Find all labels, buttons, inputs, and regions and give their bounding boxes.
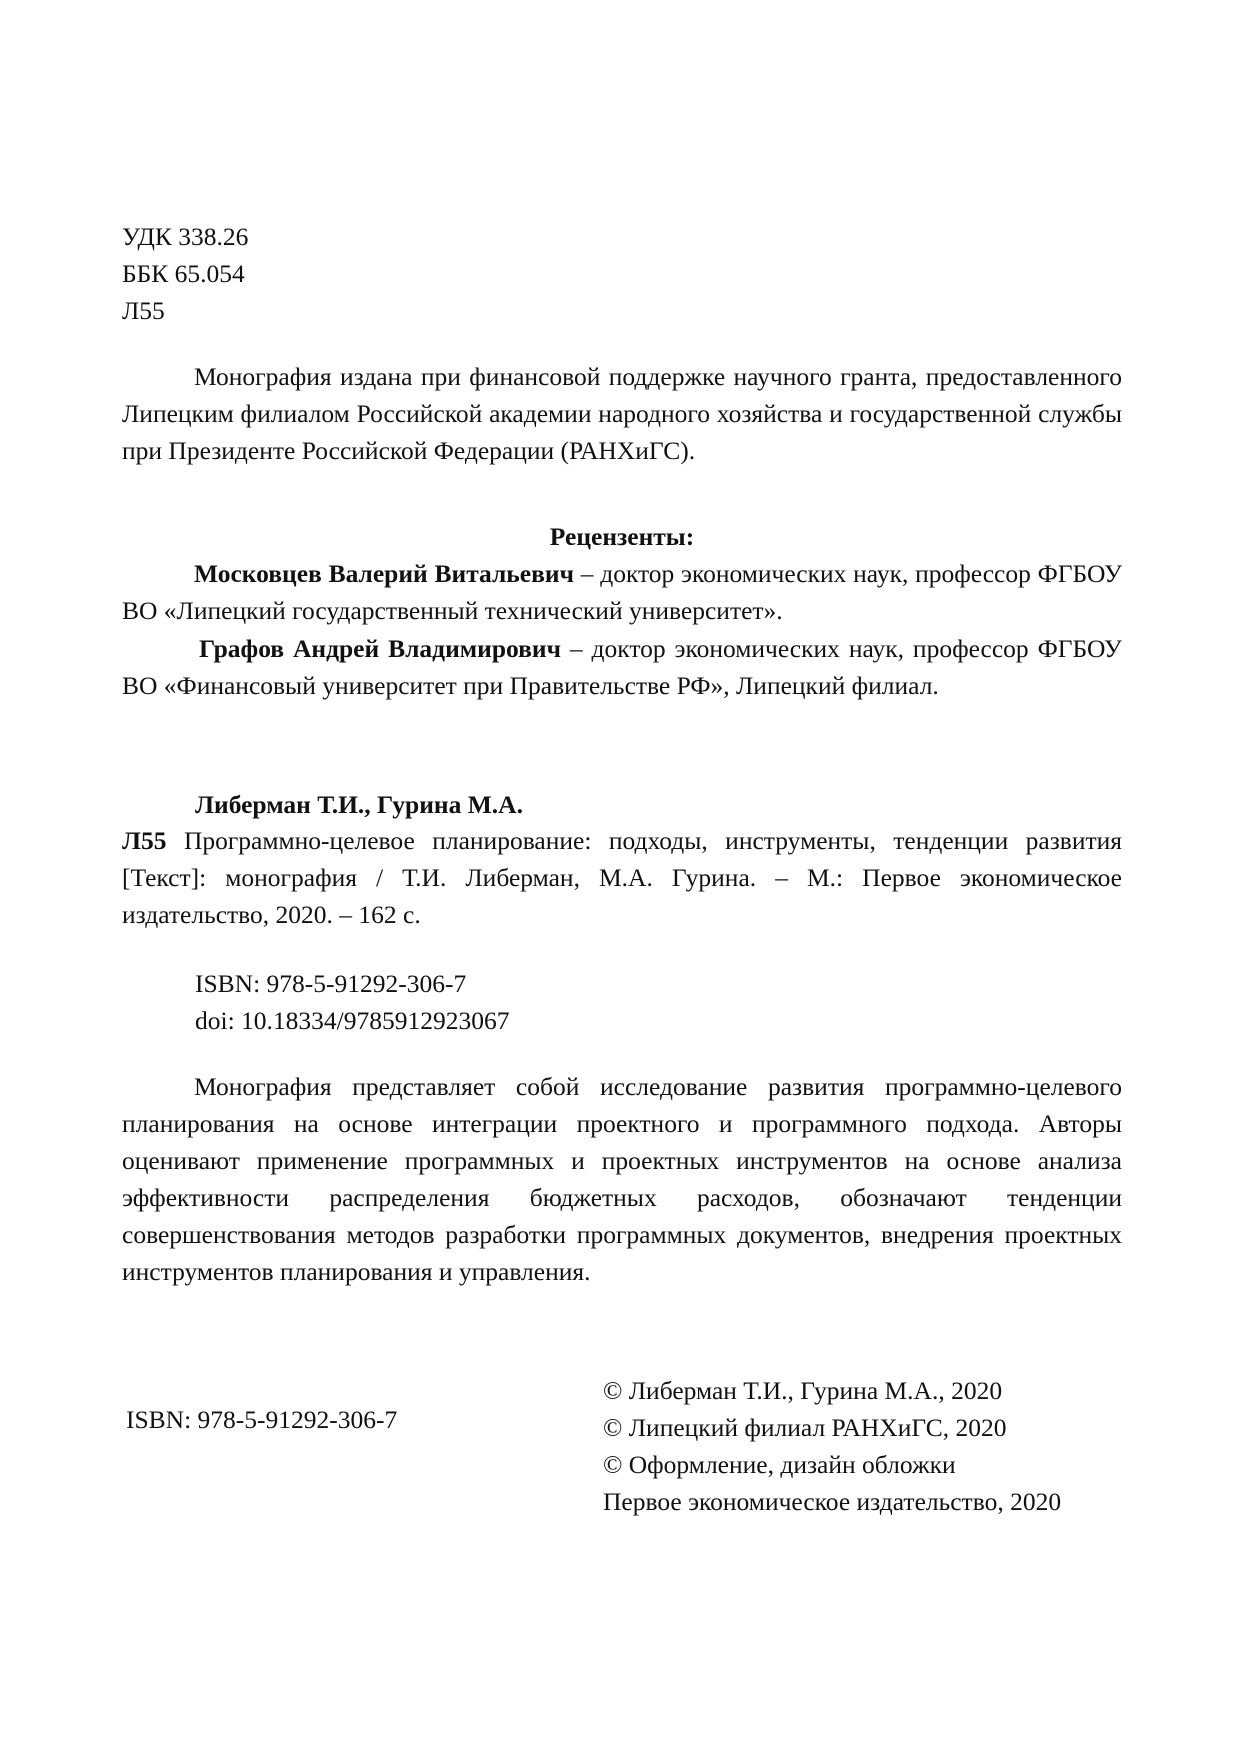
- copyright-line: © Либерман Т.И., Гурина М.А., 2020: [603, 1376, 1003, 1405]
- bbk-code: ББК 65.054: [122, 259, 245, 288]
- reviewers-title: Рецензенты:: [549, 522, 695, 551]
- reviewer-2-desc: – доктор экономических наук, профессор ФГБОУ ВО «Финансовый университет при Правительстве РФ», Липецкий филиал.: [122, 634, 1122, 700]
- footer-isbn: ISBN: 978-5-91292-306-7: [126, 1405, 398, 1434]
- reviewer-2-name: Графов Андрей Владимирович: [199, 634, 561, 663]
- copyright-line: Первое экономическое издательство, 2020: [603, 1487, 1062, 1516]
- grant-paragraph: Монография издана при финансовой поддержке научного гранта, предоставленного Липецким филиалом Российской академии народного хозяйства и государственной службы при Президенте Российской Федерации (РАНХиГС).: [122, 362, 1122, 465]
- annotation-paragraph: Монография представляет собой исследование развития программно-целевого планирования на основе интеграции проектного и программного подхода. Авторы оценивают применение программных и проектных инструментов на основе анализа эффективности распределения бюджетных расходов, обозначают тенденции совершенствования методов разработки программных документов, внедрения проектных инструментов планирования и управления.: [122, 1072, 1122, 1286]
- author-mark: Л55: [122, 296, 165, 325]
- udk-code: УДК 338.26: [122, 222, 249, 251]
- bibliography-authors: Либерман Т.И., Гурина М.А.: [195, 790, 523, 819]
- reviewer-1: [122, 555, 1122, 629]
- bibliography-entry: [122, 822, 1122, 933]
- classification-codes: [122, 218, 1122, 329]
- bibliography-mark: Л55: [122, 826, 167, 855]
- copyright-line: © Оформление, дизайн обложки: [603, 1450, 956, 1479]
- copyright-line: © Липецкий филиал РАНХиГС, 2020: [603, 1413, 1007, 1442]
- copyright-block: [603, 1372, 1061, 1520]
- isbn-number: ISBN: 978-5-91292-306-7: [195, 969, 467, 998]
- reviewer-1-desc: – доктор экономических наук, профессор ФГБОУ ВО «Липецкий государственный технический университет».: [122, 559, 1122, 625]
- identifiers: [195, 965, 510, 1039]
- reviewer-1-name: Московцев Валерий Витальевич: [194, 559, 574, 588]
- doi-number: doi: 10.18334/9785912923067: [195, 1006, 510, 1035]
- reviewer-2: [122, 630, 1122, 704]
- bibliography-description: Программно-целевое планирование: подходы, инструменты, тенденции развития [Текст]: монография / Т.И. Либерман, М.А. Гурина. – М.: Первое экономическое издательство, 2020. – 162 с.: [122, 826, 1122, 929]
